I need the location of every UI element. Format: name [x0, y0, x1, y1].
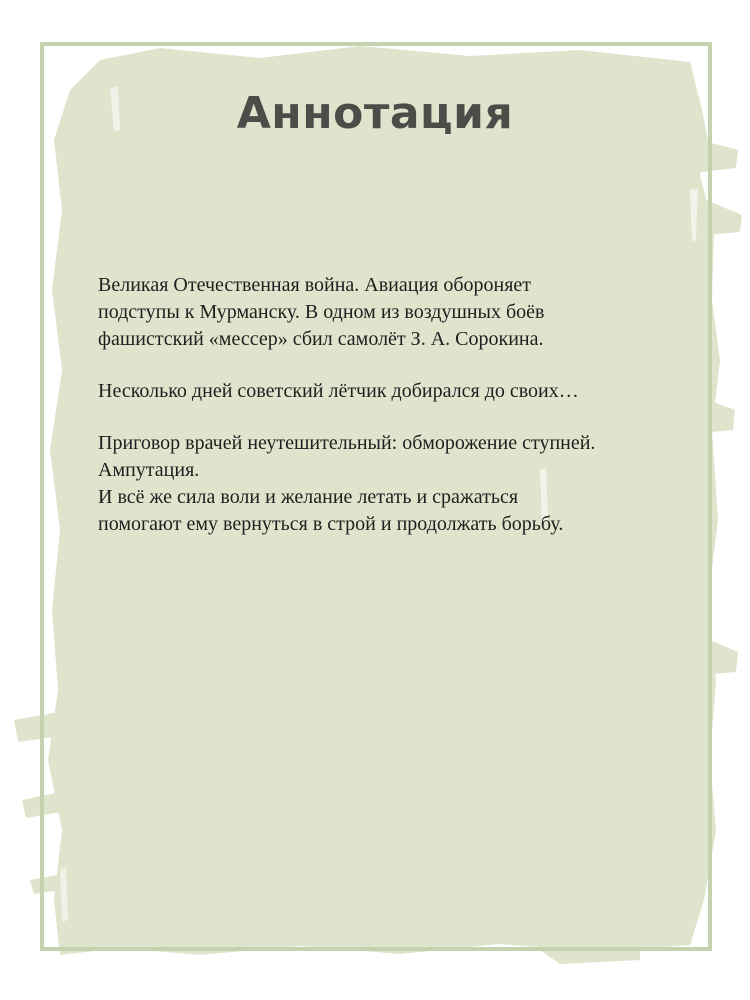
text-line: Несколько дней советский лётчик добирался до своих… — [98, 380, 579, 402]
text-line: помогают ему вернуться в строй и продолжать борьбу. — [98, 513, 564, 535]
text-line: Приговор врачей неутешительный: обморожение ступней. — [98, 432, 596, 454]
text-line: подступы к Мурманску. В одном из воздушных боёв — [98, 301, 545, 323]
paragraph-3 — [98, 430, 688, 538]
annotation-text — [98, 272, 688, 563]
text-line: Великая Отечественная война. Авиация обороняет — [98, 274, 532, 296]
paragraph-2 — [98, 378, 688, 405]
paragraph-1 — [98, 272, 688, 353]
text-line: Ампутация. — [98, 459, 200, 481]
page-title: Аннотация — [236, 88, 514, 139]
text-line: И всё же сила воли и желание летать и сражаться — [98, 486, 519, 508]
text-line: фашистский «мессер» сбил самолёт З. А. Сорокина. — [98, 328, 544, 350]
